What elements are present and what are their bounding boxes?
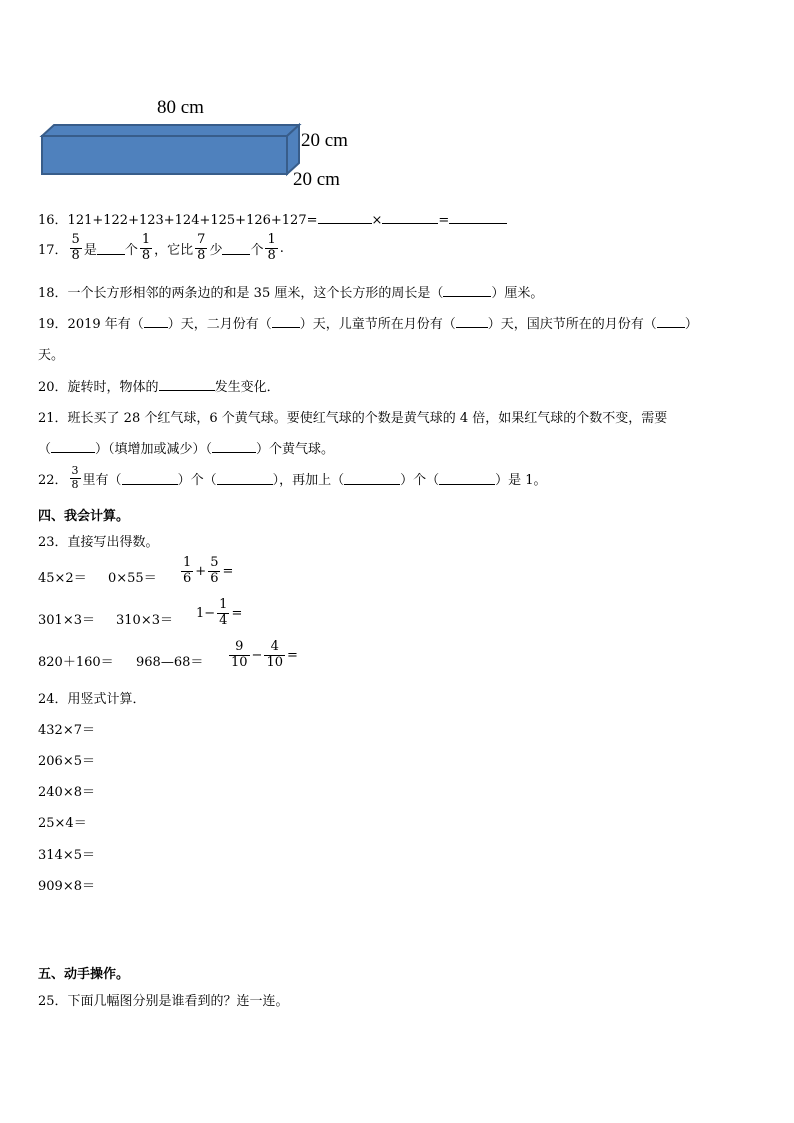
answer-blank[interactable] [439, 471, 495, 485]
q20-text-end: 发生变化． [214, 380, 280, 395]
fraction: $\frac{3}{8}$ [71, 464, 79, 491]
cuboid-front-face [42, 136, 287, 174]
q24-item: 314×5＝ [38, 848, 95, 863]
q22-text: 里有（ [82, 472, 122, 488]
minus-sign: − [251, 647, 263, 663]
q17-text: ，它比 [154, 242, 194, 258]
q17-text: 个 [124, 242, 138, 258]
q21-text: （ [38, 442, 52, 457]
equals-sign: = [438, 213, 450, 228]
cuboid-figure [38, 120, 308, 180]
question-number: 22． [38, 472, 68, 488]
answer-blank[interactable] [217, 471, 273, 485]
fraction: $\frac{5}{6}$ [210, 555, 219, 586]
question-25 [38, 990, 289, 1009]
cuboid-top-face [42, 125, 299, 136]
q24-item: 909×8＝ [38, 879, 95, 894]
section-4-title: 四、我会计算。 [38, 509, 130, 524]
q24-item: 206×5＝ [38, 754, 95, 769]
q17-text: . [279, 240, 284, 256]
q22-text: ）个（ [400, 472, 440, 488]
answer-blank[interactable] [382, 210, 438, 224]
fraction: $\frac{7}{8}$ [197, 232, 206, 263]
q21-text: ）个黄气球。 [256, 442, 335, 457]
question-22 [38, 465, 547, 491]
answer-blank[interactable] [51, 439, 95, 453]
question-number: 16． [38, 213, 68, 228]
q22-text: ）个（ [177, 472, 217, 488]
question-number: 25． [38, 994, 68, 1009]
q19-text: ）天，儿童节所在月份有（ [299, 317, 456, 332]
question-23 [38, 531, 159, 550]
question-number: 20． [38, 380, 68, 395]
answer-blank[interactable] [122, 471, 178, 485]
section-5-title: 五、动手操作。 [38, 967, 130, 982]
fraction: $\frac{5}{8}$ [71, 232, 80, 263]
equals-sign: = [222, 563, 234, 579]
height-label: 20 cm [301, 130, 348, 151]
answer-blank[interactable] [456, 314, 488, 328]
question-number: 19． [38, 317, 68, 332]
q23-r2c3 [196, 598, 242, 629]
question-17 [38, 233, 284, 264]
q23-r2-lead: 1− [196, 605, 216, 621]
q23-r3c1: 820＋160＝ [38, 655, 114, 670]
fraction: $\frac{1}{8}$ [141, 232, 151, 263]
question-18 [38, 282, 543, 301]
q19-text: 2019 年有（ [67, 317, 144, 332]
question-number: 23． [38, 535, 68, 550]
plus-sign: + [195, 563, 207, 579]
q23-title: 直接写出得数。 [67, 535, 159, 550]
q21-line2 [38, 438, 334, 457]
question-24 [38, 688, 146, 707]
equals-sign: = [287, 647, 298, 663]
q19-line2: 天。 [38, 348, 65, 363]
answer-blank[interactable] [222, 241, 250, 255]
fraction: $\frac{4}{10}$ [266, 639, 283, 670]
q23-r3c3 [227, 640, 298, 671]
q23-r1c2: 0×55＝ [108, 571, 157, 586]
question-number: 18． [38, 286, 68, 301]
q22-text: ），再加上（ [272, 472, 345, 488]
q23-r2c1: 301×3＝ [38, 613, 95, 628]
question-19 [38, 313, 698, 332]
q19-text: ） [684, 317, 698, 332]
question-21 [38, 407, 667, 426]
fraction: $\frac{9}{10}$ [231, 639, 248, 670]
q24-title: 用竖式计算． [67, 692, 146, 707]
q24-item: 25×4＝ [38, 816, 87, 831]
q24-item: 240×8＝ [38, 785, 95, 800]
q23-r2c2: 310×3＝ [116, 613, 173, 628]
q23-r1c3 [179, 556, 233, 587]
answer-blank[interactable] [443, 283, 491, 297]
fraction: $\frac{1}{8}$ [267, 232, 276, 263]
question-number: 21． [38, 411, 68, 426]
question-20 [38, 376, 280, 395]
q19-text: ）天，二月份有（ [167, 317, 272, 332]
answer-blank[interactable] [159, 377, 215, 391]
q18-text: 一个长方形相邻的两条边的和是 35 厘米，这个长方形的周长是（ [67, 286, 444, 301]
q22-text: ）是 1。 [495, 472, 547, 488]
q16-expression: 121+122+123+124+125+126+127= [67, 213, 318, 228]
equals-sign: = [231, 605, 243, 621]
answer-blank[interactable] [212, 439, 256, 453]
question-number: 24． [38, 692, 68, 707]
fraction: $\frac{1}{4}$ [219, 597, 228, 628]
question-number: 17． [38, 242, 68, 258]
q24-item: 432×7＝ [38, 723, 95, 738]
width-label: 20 cm [293, 169, 340, 190]
length-label: 80 cm [157, 97, 204, 118]
q25-text: 下面几幅图分别是谁看到的？连一连。 [67, 994, 289, 1009]
q21-text: 班长买了 28 个红气球，6 个黄气球。要使红气球的个数是黄气球的 4 倍，如果红气球的个数不变，需要 [67, 411, 668, 426]
answer-blank[interactable] [97, 241, 125, 255]
answer-blank[interactable] [344, 471, 400, 485]
q19-text: ）天，国庆节所在的月份有（ [487, 317, 657, 332]
times-sign: × [371, 213, 383, 228]
q23-r3c2: 968—68＝ [136, 655, 204, 670]
answer-blank[interactable] [144, 314, 168, 328]
answer-blank[interactable] [272, 314, 300, 328]
q17-text: 少 [209, 242, 223, 258]
q17-text: 个 [250, 242, 264, 258]
answer-blank[interactable] [318, 210, 372, 224]
q20-text: 旋转时，物体的 [67, 380, 159, 395]
q23-r1c1: 45×2＝ [38, 571, 87, 586]
q21-text: ）（填增加或减少）（ [95, 442, 213, 457]
answer-blank[interactable] [657, 314, 685, 328]
fraction: $\frac{1}{6}$ [183, 555, 192, 586]
q18-text-end: ）厘米。 [491, 286, 544, 301]
answer-blank[interactable] [449, 210, 507, 224]
q17-text: 是 [83, 242, 97, 258]
question-16 [38, 209, 507, 228]
